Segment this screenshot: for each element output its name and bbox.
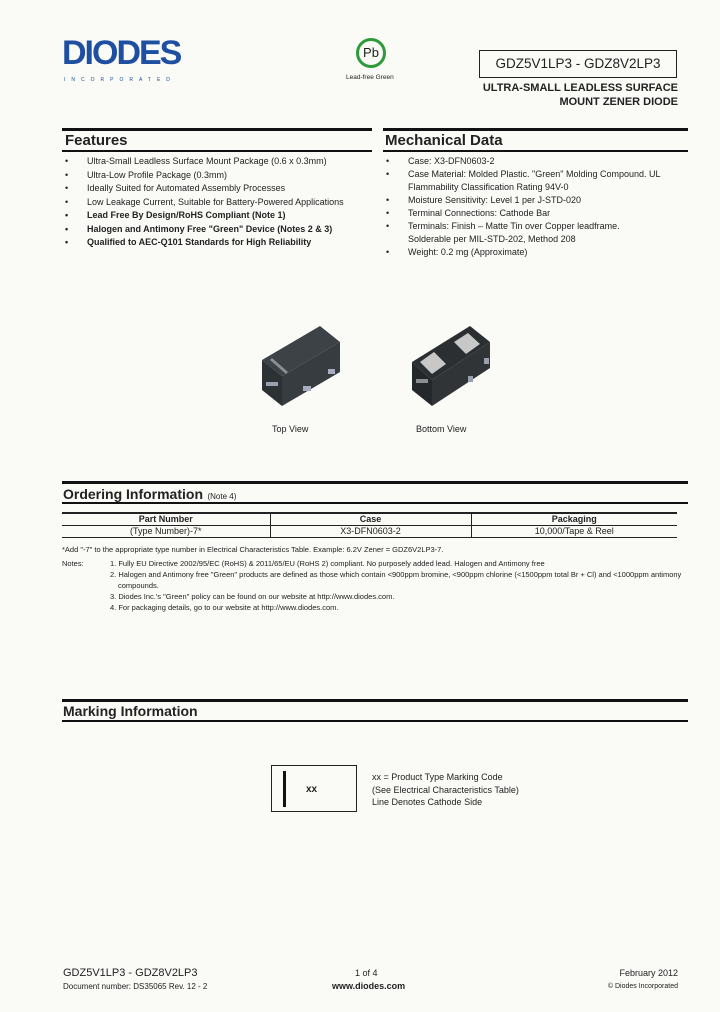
footer-page: 1 of 4	[355, 968, 378, 978]
mechanical-list	[383, 155, 663, 259]
note-item: 3. Diodes Inc.'s "Green" policy can be found on our website at http://www.diodes.com.	[110, 592, 395, 601]
lead-free-icon: Pb	[356, 38, 386, 68]
package-bottom-view-image	[408, 322, 498, 412]
mech-item: • Case Material: Molded Plastic. "Green" Molding Compound. UL Flammability Classification Rating 94V-0	[383, 168, 663, 194]
feature-item: • Lead Free By Design/RoHS Compliant (Note 1)	[62, 209, 377, 223]
marking-legend	[372, 771, 519, 809]
divider	[62, 481, 688, 484]
subtitle-line1: ULTRA-SMALL LEADLESS SURFACE	[482, 82, 678, 94]
note-item: 1. Fully EU Directive 2002/95/EC (RoHS) & 2011/65/EU (RoHS 2) compliant. No purposely added lead. Halogen and Antimony free	[110, 559, 545, 568]
package-top-view-image	[258, 322, 348, 412]
mech-item: • Terminal Connections: Cathode Bar	[383, 207, 663, 220]
ordering-table	[62, 512, 677, 538]
mech-item: • Case: X3-DFN0603-2	[383, 155, 663, 168]
notes-label: Notes:	[62, 559, 84, 568]
notes-list	[110, 558, 690, 613]
divider	[383, 150, 688, 152]
lead-free-label: Lead-free Green	[346, 74, 394, 81]
diodes-logo: DIODES	[62, 34, 181, 72]
footer-website-link[interactable]: www.diodes.com	[332, 981, 406, 991]
table-cell: (Type Number)-7*	[62, 525, 270, 537]
footer-docnum: Document number: DS35065 Rev. 12 - 2	[63, 982, 208, 991]
feature-item: • Ultra-Low Profile Package (0.3mm)	[62, 169, 377, 183]
mech-item: • Terminals: Finish – Matte Tin over Copper leadframe. Solderable per MIL-STD-202, Method 208	[383, 220, 663, 246]
legend-line: Line Denotes Cathode Side	[372, 797, 483, 807]
table-header: Part Number	[62, 513, 270, 525]
subtitle-line2: MOUNT ZENER DIODE	[559, 96, 678, 108]
footer-copyright: © Diodes Incorporated	[607, 983, 678, 990]
feature-item: • Halogen and Antimony Free "Green" Device (Notes 2 & 3)	[62, 223, 377, 237]
features-heading: Features	[65, 132, 128, 149]
divider	[62, 502, 688, 504]
table-header: Packaging	[471, 513, 677, 525]
cathode-bar	[283, 771, 286, 807]
divider	[383, 128, 688, 131]
table-row	[62, 525, 677, 537]
feature-item: • Ultra-Small Leadless Surface Mount Package (0.6 x 0.3mm)	[62, 155, 377, 169]
note-item: 2. Halogen and Antimony free "Green" products are defined as those which contain <900ppm bromine, <900ppm chlorine (<1500ppm total Br + Cl) and <1000ppm antimony compounds.	[110, 570, 682, 590]
feature-item: • Low Leakage Current, Suitable for Battery-Powered Applications	[62, 196, 377, 210]
mech-item: • Weight: 0.2 mg (Approximate)	[383, 246, 663, 259]
marking-heading: Marking Information	[63, 703, 198, 719]
ordering-footnote: *Add "-7" to the appropriate type number in Electrical Characteristics Table. Example: 6.2V Zener = GDZ6V2LP3-7.	[62, 545, 444, 554]
ordering-title: Ordering Information	[63, 486, 203, 502]
table-cell: X3-DFN0603-2	[270, 525, 471, 537]
divider	[62, 150, 372, 152]
ordering-note-ref: (Note 4)	[207, 492, 237, 501]
feature-item: • Qualified to AEC-Q101 Standards for High Reliability	[62, 236, 377, 250]
bottom-view-caption: Bottom View	[416, 424, 467, 434]
divider	[62, 720, 688, 722]
table-cell: 10,000/Tape & Reel	[471, 525, 677, 537]
note-item: 4. For packaging details, go to our website at http://www.diodes.com.	[110, 603, 339, 612]
marking-code: xx	[306, 784, 318, 795]
features-list	[62, 155, 377, 250]
divider	[62, 699, 688, 702]
part-range-title: GDZ5V1LP3 - GDZ8V2LP3	[479, 50, 677, 78]
feature-item: • Ideally Suited for Automated Assembly Processes	[62, 182, 377, 196]
mechanical-heading: Mechanical Data	[385, 132, 503, 149]
mech-item: • Moisture Sensitivity: Level 1 per J-STD-020	[383, 194, 663, 207]
logo-subtitle: INCORPORATED	[64, 77, 176, 83]
table-header: Case	[270, 513, 471, 525]
footer-date: February 2012	[619, 968, 678, 978]
divider	[62, 128, 372, 131]
top-view-caption: Top View	[272, 424, 309, 434]
legend-line: (See Electrical Characteristics Table)	[372, 784, 519, 795]
footer-part: GDZ5V1LP3 - GDZ8V2LP3	[63, 967, 198, 979]
legend-line: xx = Product Type Marking Code	[372, 772, 503, 782]
